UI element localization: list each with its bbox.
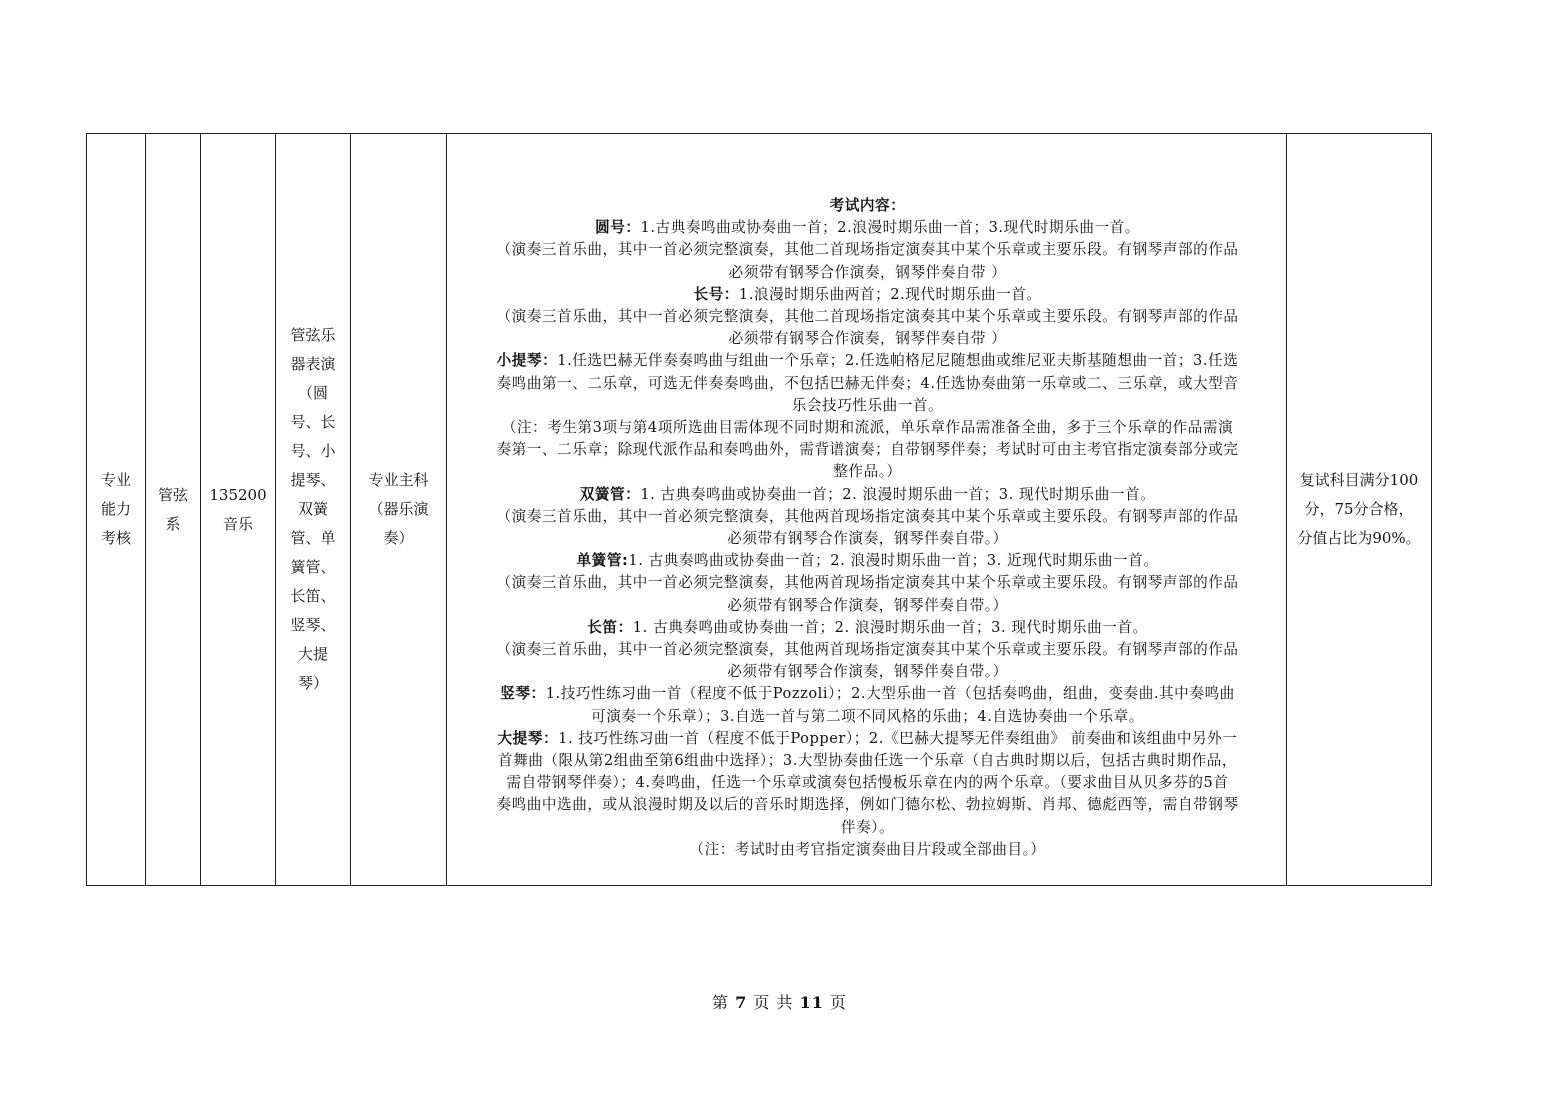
instrument-note-line — [459, 262, 1276, 284]
instrument-requirement — [459, 728, 1276, 750]
requirement-text: （演奏三首乐曲，其中一首必须完整演奏，其他两首现场指定演奏其中某个乐章或主要乐段。有钢琴声部的作品 — [496, 507, 1239, 525]
requirement-text: 整作品。） — [833, 463, 902, 481]
instrument-note-line — [459, 528, 1276, 550]
instrument-separator: ： — [625, 219, 641, 237]
instrument-separator: ： — [542, 729, 559, 747]
requirement-text: 必须带有钢琴合作演奏，钢琴伴奏自带。） — [727, 596, 1008, 614]
table-row — [87, 134, 1432, 886]
content-heading: 考试内容： — [829, 196, 906, 214]
requirement-text: 乐会技巧性乐曲一首。 — [791, 396, 944, 414]
instrument-name: 小提琴 — [496, 352, 543, 370]
requirement-text: 可演奏一个乐章）；3.自选一首与第二项不同风格的乐曲；4.自选协奏曲一个乐章。 — [591, 707, 1144, 725]
instrument-note-line — [459, 572, 1276, 594]
major-code-text: 135200音乐 — [209, 485, 267, 533]
instrument-name: 长笛 — [587, 618, 618, 636]
footer-prefix: 第 — [712, 993, 730, 1012]
requirement-text: 1.古典奏鸣曲或协奏曲一首；2.浪漫时期乐曲一首；3.现代时期乐曲一首。 — [640, 219, 1140, 237]
score-cell — [1287, 134, 1432, 886]
instrument-requirement — [459, 350, 1276, 372]
instrument-note-line — [459, 772, 1276, 794]
subject-cell — [351, 134, 447, 886]
requirement-text: （注：考生第3项与第4项所选曲目需体现不同时期和流派，单乐章作品需准备全曲，多于三个乐章的作品需演 — [501, 418, 1234, 436]
instrument-separator: ： — [723, 285, 739, 303]
requirement-text: 首舞曲（限从第2组曲至第6组曲中选择）；3.大型协奏曲任选一个乐章（自古典时期以后，包括古典时期作品， — [497, 752, 1238, 770]
instrument-note-line — [459, 328, 1276, 350]
requirement-text: 需自带钢琴伴奏）；4.奏鸣曲，任选一个乐章或演奏包括慢板乐章在内的两个乐章。（要求曲目从贝多芬的5首 — [506, 774, 1229, 792]
instrument-note-line — [459, 239, 1276, 261]
footer-total-pages: 11 — [799, 993, 824, 1012]
category-text: 专业能力考核 — [100, 471, 131, 547]
instrument-requirement — [459, 217, 1276, 239]
instrument-note-line — [459, 595, 1276, 617]
requirement-text: 1.技巧性练习曲一首（程度不低于Pozzoli）；2.大型乐曲一首（包括奏鸣曲，组曲，变奏曲.其中奏鸣曲 — [545, 685, 1235, 703]
requirement-text: （演奏三首乐曲，其中一首必须完整演奏，其他两首现场指定演奏其中某个乐章或主要乐段。有钢琴声部的作品 — [496, 574, 1239, 592]
instrument-name: 双簧管 — [579, 485, 626, 503]
instrument-note-line — [459, 750, 1276, 772]
instrument-separator: ： — [530, 685, 546, 703]
instrument-note-line — [459, 461, 1276, 483]
instrument-note-line — [459, 639, 1276, 661]
instrument-requirement — [459, 284, 1276, 306]
footer-page-number: 7 — [735, 993, 748, 1012]
instrument-requirement — [459, 683, 1276, 705]
instrument-requirement — [459, 484, 1276, 506]
category-cell — [87, 134, 146, 886]
instrument-note-line — [459, 306, 1276, 328]
instrument-requirement — [459, 617, 1276, 639]
requirement-text: 1. 技巧性练习曲一首（程度不低于Popper）；2.《巴赫大提琴无伴奏组曲》 前奏曲和该组曲中另外一 — [558, 729, 1238, 747]
page-footer — [0, 990, 1559, 1013]
requirement-text: 奏第一、二乐章；除现代派作品和奏鸣曲外，需背谱演奏；自带钢琴伴奏；考试时可由主考官指定演奏部分或完 — [496, 441, 1239, 459]
requirement-text: 必须带有钢琴合作演奏，钢琴伴奏自带。） — [727, 530, 1008, 547]
instrument-separator: ： — [625, 485, 641, 503]
major-code-cell — [201, 134, 276, 886]
instrument-note-line — [459, 706, 1276, 728]
instrument-name: 单簧管 — [576, 552, 622, 570]
requirement-text: （演奏三首乐曲，其中一首必须完整演奏，其他二首现场指定演奏其中某个乐章或主要乐段。有钢琴声部的作品 — [496, 241, 1239, 259]
requirement-text: 1.浪漫时期乐曲两首；2.现代时期乐曲一首。 — [738, 285, 1042, 303]
direction-text: 管弦乐器表演（圆号、长号、小提琴、双簧管、单簧管、长笛、竖琴、大提琴） — [290, 326, 336, 692]
instrument-separator: ： — [617, 618, 633, 636]
footer-middle: 页 共 — [753, 993, 794, 1012]
exam-content-cell — [447, 134, 1287, 886]
requirement-text: 必须带有钢琴合作演奏，钢琴伴奏自带 ） — [728, 263, 1007, 281]
instrument-note-line — [459, 794, 1276, 816]
instrument-name: 大提琴 — [497, 729, 543, 747]
requirement-text: 1. 古典奏鸣曲或协奏曲一首；2. 浪漫时期乐曲一首；3. 近现代时期乐曲一首。 — [628, 552, 1159, 570]
requirement-text: 必须带有钢琴合作演奏，钢琴伴奏自带 ） — [728, 330, 1007, 348]
exam-table — [86, 133, 1432, 886]
instrument-separator: : — [621, 552, 629, 570]
requirement-text: 奏鸣曲第一、二乐章，可选无伴奏奏鸣曲，不包括巴赫无伴奏；4.任选协奏曲第一乐章或二、三乐章，或大型音 — [496, 374, 1239, 392]
requirement-text: （演奏三首乐曲，其中一首必须完整演奏，其他两首现场指定演奏其中某个乐章或主要乐段。有钢琴声部的作品 — [496, 641, 1239, 659]
requirement-text: 奏鸣曲中选曲，或从浪漫时期及以后的音乐时期选择，例如门德尔松、勃拉姆斯、肖邦、德彪西等，需自带钢琴 — [496, 796, 1239, 814]
instrument-name: 圆号 — [595, 219, 626, 237]
instrument-note-line — [459, 506, 1276, 528]
department-text: 管弦系 — [157, 485, 188, 533]
footer-suffix: 页 — [829, 993, 847, 1012]
instrument-note-line — [459, 373, 1276, 395]
requirement-text: 1. 古典奏鸣曲或协奏曲一首；2. 浪漫时期乐曲一首；3. 现代时期乐曲一首。 — [640, 485, 1156, 503]
requirement-text: 1.任选巴赫无伴奏奏鸣曲与组曲一个乐章；2.任选帕格尼尼随想曲或维尼亚夫斯基随想曲一首；3.任选 — [557, 352, 1239, 370]
instrument-name: 长号 — [693, 285, 724, 303]
requirement-text: 伴奏）。 — [840, 818, 895, 836]
instrument-note-line — [459, 417, 1276, 439]
score-note: 复试科目满分100分，75分合格，分值占比为90%。 — [1297, 471, 1421, 547]
department-cell — [146, 134, 201, 886]
closing-note: （注：考试时由考官指定演奏曲目片段或全部曲目。） — [689, 840, 1046, 858]
direction-cell — [276, 134, 351, 886]
instrument-note-line — [459, 661, 1276, 683]
instrument-separator: ： — [542, 352, 558, 370]
instrument-note-line — [459, 817, 1276, 839]
instrument-note-line — [459, 395, 1276, 417]
instrument-requirement — [459, 550, 1276, 572]
instrument-note-line — [459, 439, 1276, 461]
subject-text: 专业主科（器乐演奏） — [368, 471, 429, 547]
requirement-text: 必须带有钢琴合作演奏，钢琴伴奏自带。） — [727, 663, 1008, 681]
requirement-text: 1. 古典奏鸣曲或协奏曲一首；2. 浪漫时期乐曲一首；3. 现代时期乐曲一首。 — [632, 618, 1148, 636]
requirement-text: （演奏三首乐曲，其中一首必须完整演奏，其他二首现场指定演奏其中某个乐章或主要乐段。有钢琴声部的作品 — [496, 307, 1239, 325]
instrument-name: 竖琴 — [500, 685, 531, 703]
